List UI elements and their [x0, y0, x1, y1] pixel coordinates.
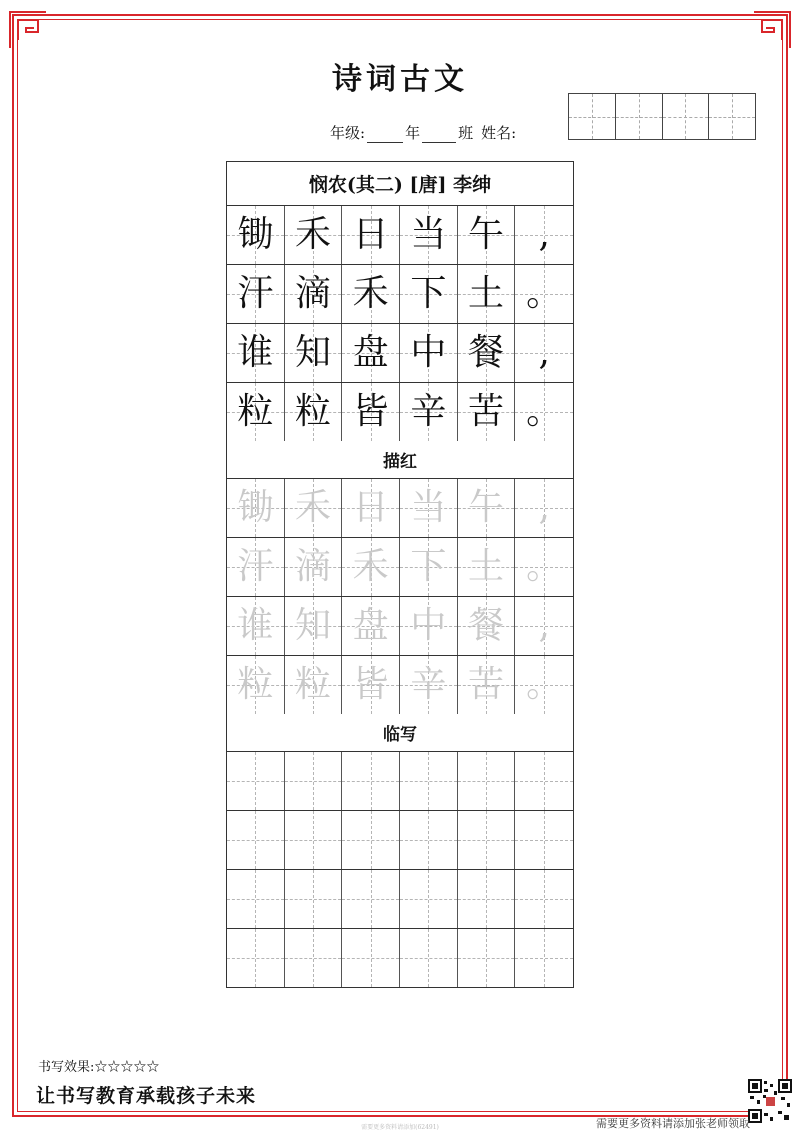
- poem-char: 当: [410, 214, 447, 255]
- poem-row: [227, 324, 573, 383]
- name-cell[interactable]: [616, 94, 663, 139]
- poem-cell: [400, 206, 458, 264]
- copy-cell[interactable]: [342, 752, 400, 810]
- trace-char: 辛: [410, 664, 447, 705]
- poem-char: 日: [352, 214, 389, 255]
- trace-cell: [458, 479, 516, 537]
- copy-row: [227, 870, 573, 929]
- copy-cell[interactable]: [342, 929, 400, 987]
- poem-cell: [285, 206, 343, 264]
- poem-char: 谁: [237, 332, 274, 373]
- trace-cell: [400, 479, 458, 537]
- copy-row: [227, 752, 573, 811]
- poem-cell: [458, 206, 516, 264]
- trace-cell: [400, 538, 458, 596]
- copy-cell[interactable]: [227, 929, 285, 987]
- copy-cell[interactable]: [285, 870, 343, 928]
- trace-char: 餐: [468, 605, 505, 646]
- poem-char: ,: [538, 332, 550, 373]
- copy-cell[interactable]: [400, 870, 458, 928]
- poem-cell: [400, 265, 458, 323]
- trace-cell: [342, 479, 400, 537]
- trace-char: 中: [410, 605, 447, 646]
- trace-char: 下: [410, 546, 447, 587]
- poem-cell: [227, 206, 285, 264]
- poem-cell: [227, 324, 285, 382]
- copy-cell[interactable]: [227, 811, 285, 869]
- poem-char: 粒: [295, 391, 332, 432]
- copy-cell[interactable]: [458, 870, 516, 928]
- poem-char: 禾: [352, 273, 389, 314]
- poem-char: 。: [526, 391, 563, 432]
- grade-label: 年级:: [330, 124, 366, 142]
- trace-cell: [285, 538, 343, 596]
- poem-cell: [515, 324, 573, 382]
- poem-char: 禾: [295, 214, 332, 255]
- poem-cell: [227, 265, 285, 323]
- trace-char: 滴: [295, 546, 332, 587]
- poem-cell: [515, 265, 573, 323]
- slogan: 让书写教育承载孩子未来: [36, 1085, 257, 1107]
- trace-char: 谁: [237, 605, 274, 646]
- poem-row: [227, 206, 573, 265]
- trace-cell: [515, 597, 573, 655]
- copy-grid[interactable]: [227, 752, 573, 987]
- trace-cell: [515, 538, 573, 596]
- poem-char: 中: [410, 332, 447, 373]
- name-label: 姓名:: [481, 124, 517, 142]
- poem-cell: [458, 265, 516, 323]
- poem-grid: [227, 206, 573, 441]
- year-label: 年: [405, 124, 421, 142]
- contact-note: 需要更多资料请添加张老师领取: [596, 1117, 750, 1130]
- poem-char: 锄: [237, 214, 274, 255]
- poem-cell: [458, 324, 516, 382]
- poem-row: [227, 383, 573, 441]
- trace-section-label: 描红: [227, 441, 573, 479]
- trace-cell: [285, 597, 343, 655]
- poem-cell: [227, 383, 285, 441]
- trace-char: 汗: [237, 546, 274, 587]
- poem-row: [227, 265, 573, 324]
- copy-cell[interactable]: [400, 811, 458, 869]
- poem-cell: [342, 383, 400, 441]
- name-cell[interactable]: [663, 94, 710, 139]
- copy-cell[interactable]: [400, 929, 458, 987]
- poem-char: ,: [538, 214, 550, 255]
- trace-cell: [400, 597, 458, 655]
- poem-cell: [458, 383, 516, 441]
- poem-char: 皆: [352, 391, 389, 432]
- trace-char: 。: [526, 546, 563, 587]
- poem-char: 辛: [410, 391, 447, 432]
- copy-cell[interactable]: [515, 811, 573, 869]
- trace-cell: [515, 656, 573, 714]
- copy-cell[interactable]: [342, 870, 400, 928]
- copy-cell[interactable]: [285, 811, 343, 869]
- poem-cell: [342, 265, 400, 323]
- poem-char: 汗: [237, 273, 274, 314]
- poem-char: 下: [410, 273, 447, 314]
- copy-cell[interactable]: [515, 929, 573, 987]
- trace-cell: [285, 656, 343, 714]
- copy-cell[interactable]: [458, 752, 516, 810]
- poem-cell: [342, 324, 400, 382]
- copy-cell[interactable]: [458, 929, 516, 987]
- trace-cell: [515, 479, 573, 537]
- copy-cell[interactable]: [515, 870, 573, 928]
- trace-char: 禾: [295, 487, 332, 528]
- trace-grid: [227, 479, 573, 714]
- trace-char: 皆: [352, 664, 389, 705]
- trace-cell: [227, 656, 285, 714]
- poem-cell: [285, 265, 343, 323]
- trace-char: ,: [538, 605, 550, 646]
- poem-title: 悯农(其二) [唐] 李绅: [227, 162, 573, 206]
- poem-cell: [285, 324, 343, 382]
- trace-row: [227, 656, 573, 714]
- writing-effect-rating: 书写效果:☆☆☆☆☆: [38, 1060, 160, 1075]
- trace-char: 午: [468, 487, 505, 528]
- grade-blank[interactable]: [367, 126, 403, 143]
- trace-cell: [227, 479, 285, 537]
- trace-char: 知: [295, 605, 332, 646]
- trace-char: 当: [410, 487, 447, 528]
- corner-ornament-top-right: [752, 10, 792, 50]
- class-label: 班: [458, 124, 474, 142]
- name-grid[interactable]: [568, 93, 756, 140]
- practice-sheet: [226, 161, 574, 988]
- footer-tiny-note: 需要更多资料请添加(62491): [361, 1124, 439, 1131]
- trace-char: 粒: [237, 664, 274, 705]
- student-info: [330, 122, 516, 143]
- trace-char: 盘: [352, 605, 389, 646]
- copy-row: [227, 811, 573, 870]
- poem-char: 餐: [468, 332, 505, 373]
- trace-cell: [227, 538, 285, 596]
- poem-cell: [515, 206, 573, 264]
- poem-char: 知: [295, 332, 332, 373]
- poem-char: 滴: [295, 273, 332, 314]
- poem-char: 。: [526, 273, 563, 314]
- corner-ornament-top-left: [8, 10, 48, 50]
- copy-cell[interactable]: [515, 752, 573, 810]
- poem-cell: [285, 383, 343, 441]
- trace-char: 。: [526, 664, 563, 705]
- trace-cell: [400, 656, 458, 714]
- poem-cell: [400, 324, 458, 382]
- copy-cell[interactable]: [458, 811, 516, 869]
- poem-cell: [342, 206, 400, 264]
- copy-cell[interactable]: [227, 870, 285, 928]
- copy-cell[interactable]: [342, 811, 400, 869]
- trace-cell: [285, 479, 343, 537]
- poem-char: 盘: [352, 332, 389, 373]
- trace-row: [227, 538, 573, 597]
- trace-char: 禾: [352, 546, 389, 587]
- copy-cell[interactable]: [400, 752, 458, 810]
- copy-section-label: 临写: [227, 714, 573, 752]
- trace-char: 苦: [468, 664, 505, 705]
- trace-cell: [342, 597, 400, 655]
- name-cell[interactable]: [709, 94, 755, 139]
- copy-row: [227, 929, 573, 987]
- page-title: 诗词古文: [332, 62, 468, 97]
- trace-char: 锄: [237, 487, 274, 528]
- poem-char: 午: [468, 214, 505, 255]
- poem-cell: [515, 383, 573, 441]
- copy-cell[interactable]: [227, 752, 285, 810]
- trace-char: ,: [538, 487, 550, 528]
- trace-row: [227, 479, 573, 538]
- poem-char: 苦: [468, 391, 505, 432]
- copy-cell[interactable]: [285, 752, 343, 810]
- trace-char: 粒: [295, 664, 332, 705]
- name-cell[interactable]: [569, 94, 616, 139]
- trace-cell: [458, 538, 516, 596]
- qr-code-icon: [748, 1079, 792, 1123]
- trace-char: 土: [468, 546, 505, 587]
- class-blank[interactable]: [422, 126, 456, 143]
- poem-char: 土: [468, 273, 505, 314]
- trace-cell: [342, 656, 400, 714]
- poem-cell: [400, 383, 458, 441]
- trace-char: 日: [352, 487, 389, 528]
- trace-cell: [227, 597, 285, 655]
- trace-cell: [458, 597, 516, 655]
- trace-cell: [458, 656, 516, 714]
- trace-cell: [342, 538, 400, 596]
- poem-char: 粒: [237, 391, 274, 432]
- trace-row: [227, 597, 573, 656]
- copy-cell[interactable]: [285, 929, 343, 987]
